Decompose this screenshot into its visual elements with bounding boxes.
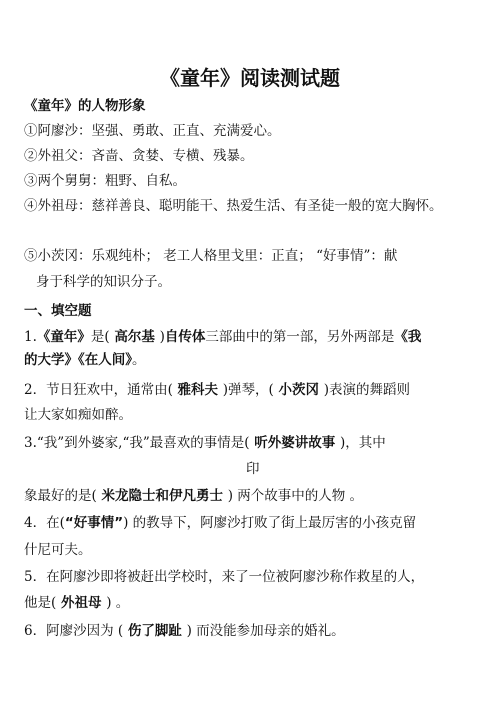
question-5-line1: 5．在阿廖沙即将被赶出学校时，来了一位被阿廖沙称作救星的人，	[24, 569, 425, 585]
q1-text: 是(	[90, 329, 110, 345]
question-4-line2: 什尼可夫。	[24, 542, 92, 558]
question-5-line2	[24, 593, 129, 613]
q2-text: )弹琴，(	[222, 382, 274, 398]
q1-text: 三部曲中的第一部，另外两部是	[205, 329, 395, 345]
q3-text: ) 两个故事中的人物 。	[227, 488, 364, 504]
q1-text: )	[159, 329, 165, 345]
question-3-line1	[24, 433, 386, 453]
q4-text: ) 的教导下，阿廖沙打败了街上最厉害的小孩克留	[123, 515, 417, 531]
q6-text: 6．阿廖沙因为 (	[24, 623, 124, 639]
q4-text: 4．在(	[24, 515, 65, 531]
q1-text: 。	[132, 352, 146, 368]
q3-answer-1: 听外婆讲故事	[249, 435, 340, 451]
q1-answer-books-cont: 的大学》《在人间》	[24, 352, 132, 368]
question-1-line2	[24, 350, 146, 370]
q1-answer-books: 《我	[394, 329, 422, 345]
q2-answer-2: 小茨冈	[273, 382, 324, 398]
question-4-line1	[24, 513, 416, 533]
page-title: 《童年》阅读测试题	[160, 66, 340, 90]
q5-text: 他是(	[24, 595, 57, 611]
q3-text: )，其中	[339, 435, 386, 451]
q3-answer-2: 米龙隐士和伊凡勇士	[96, 488, 228, 504]
question-2-line1	[24, 380, 410, 400]
question-1-line1	[24, 327, 421, 347]
q6-text: ) 而没能参加母亲的婚礼。	[186, 623, 345, 639]
character-item-3: ③两个舅舅：粗野、自私。	[24, 173, 186, 189]
stamp-mark: 印	[246, 461, 260, 477]
q3-text: 3.“我”到外婆家,“我”最喜欢的事情是(	[24, 435, 250, 451]
question-2-line2: 让大家如痴如醉。	[24, 407, 132, 423]
q1-answer-author: 高尔基	[109, 329, 160, 345]
q5-text: ) 。	[106, 595, 130, 611]
q6-answer: 伤了脚趾	[123, 623, 187, 639]
character-item-5-line2: 身于科学的知识分子。	[36, 274, 171, 290]
q5-answer: 外祖母	[56, 595, 107, 611]
character-item-4: ④外祖母：慈祥善良、聪明能干、热爱生活、有圣徒一般的宽大胸怀。	[24, 198, 443, 214]
q2-answer-1: 雅科夫	[172, 382, 223, 398]
character-item-2: ②外祖父：吝啬、贪婪、专横、残暴。	[24, 148, 254, 164]
q1-book: 《童年》	[36, 329, 91, 345]
question-6-line1	[24, 621, 345, 641]
q3-text: 象最好的是(	[24, 488, 97, 504]
q1-number: 1.	[24, 329, 37, 345]
q2-text: )表演的舞蹈则	[323, 382, 410, 398]
character-item-5-line1: ⑤小茨冈：乐观纯朴； 老工人格里戈里：正直； “好事情”：献	[24, 248, 398, 264]
section-heading-fill: 一、填空题	[24, 303, 92, 319]
q4-answer: “好事情”	[64, 515, 124, 531]
q2-text: 2．节日狂欢中，通常由(	[24, 382, 173, 398]
character-item-1: ①阿廖沙：坚强、勇敢、正直、充满爱心。	[24, 123, 281, 139]
question-3-line2	[24, 486, 363, 506]
section-heading-characters: 《童年》的人物形象	[24, 98, 146, 114]
q1-answer-genre: 自传体	[164, 329, 206, 345]
